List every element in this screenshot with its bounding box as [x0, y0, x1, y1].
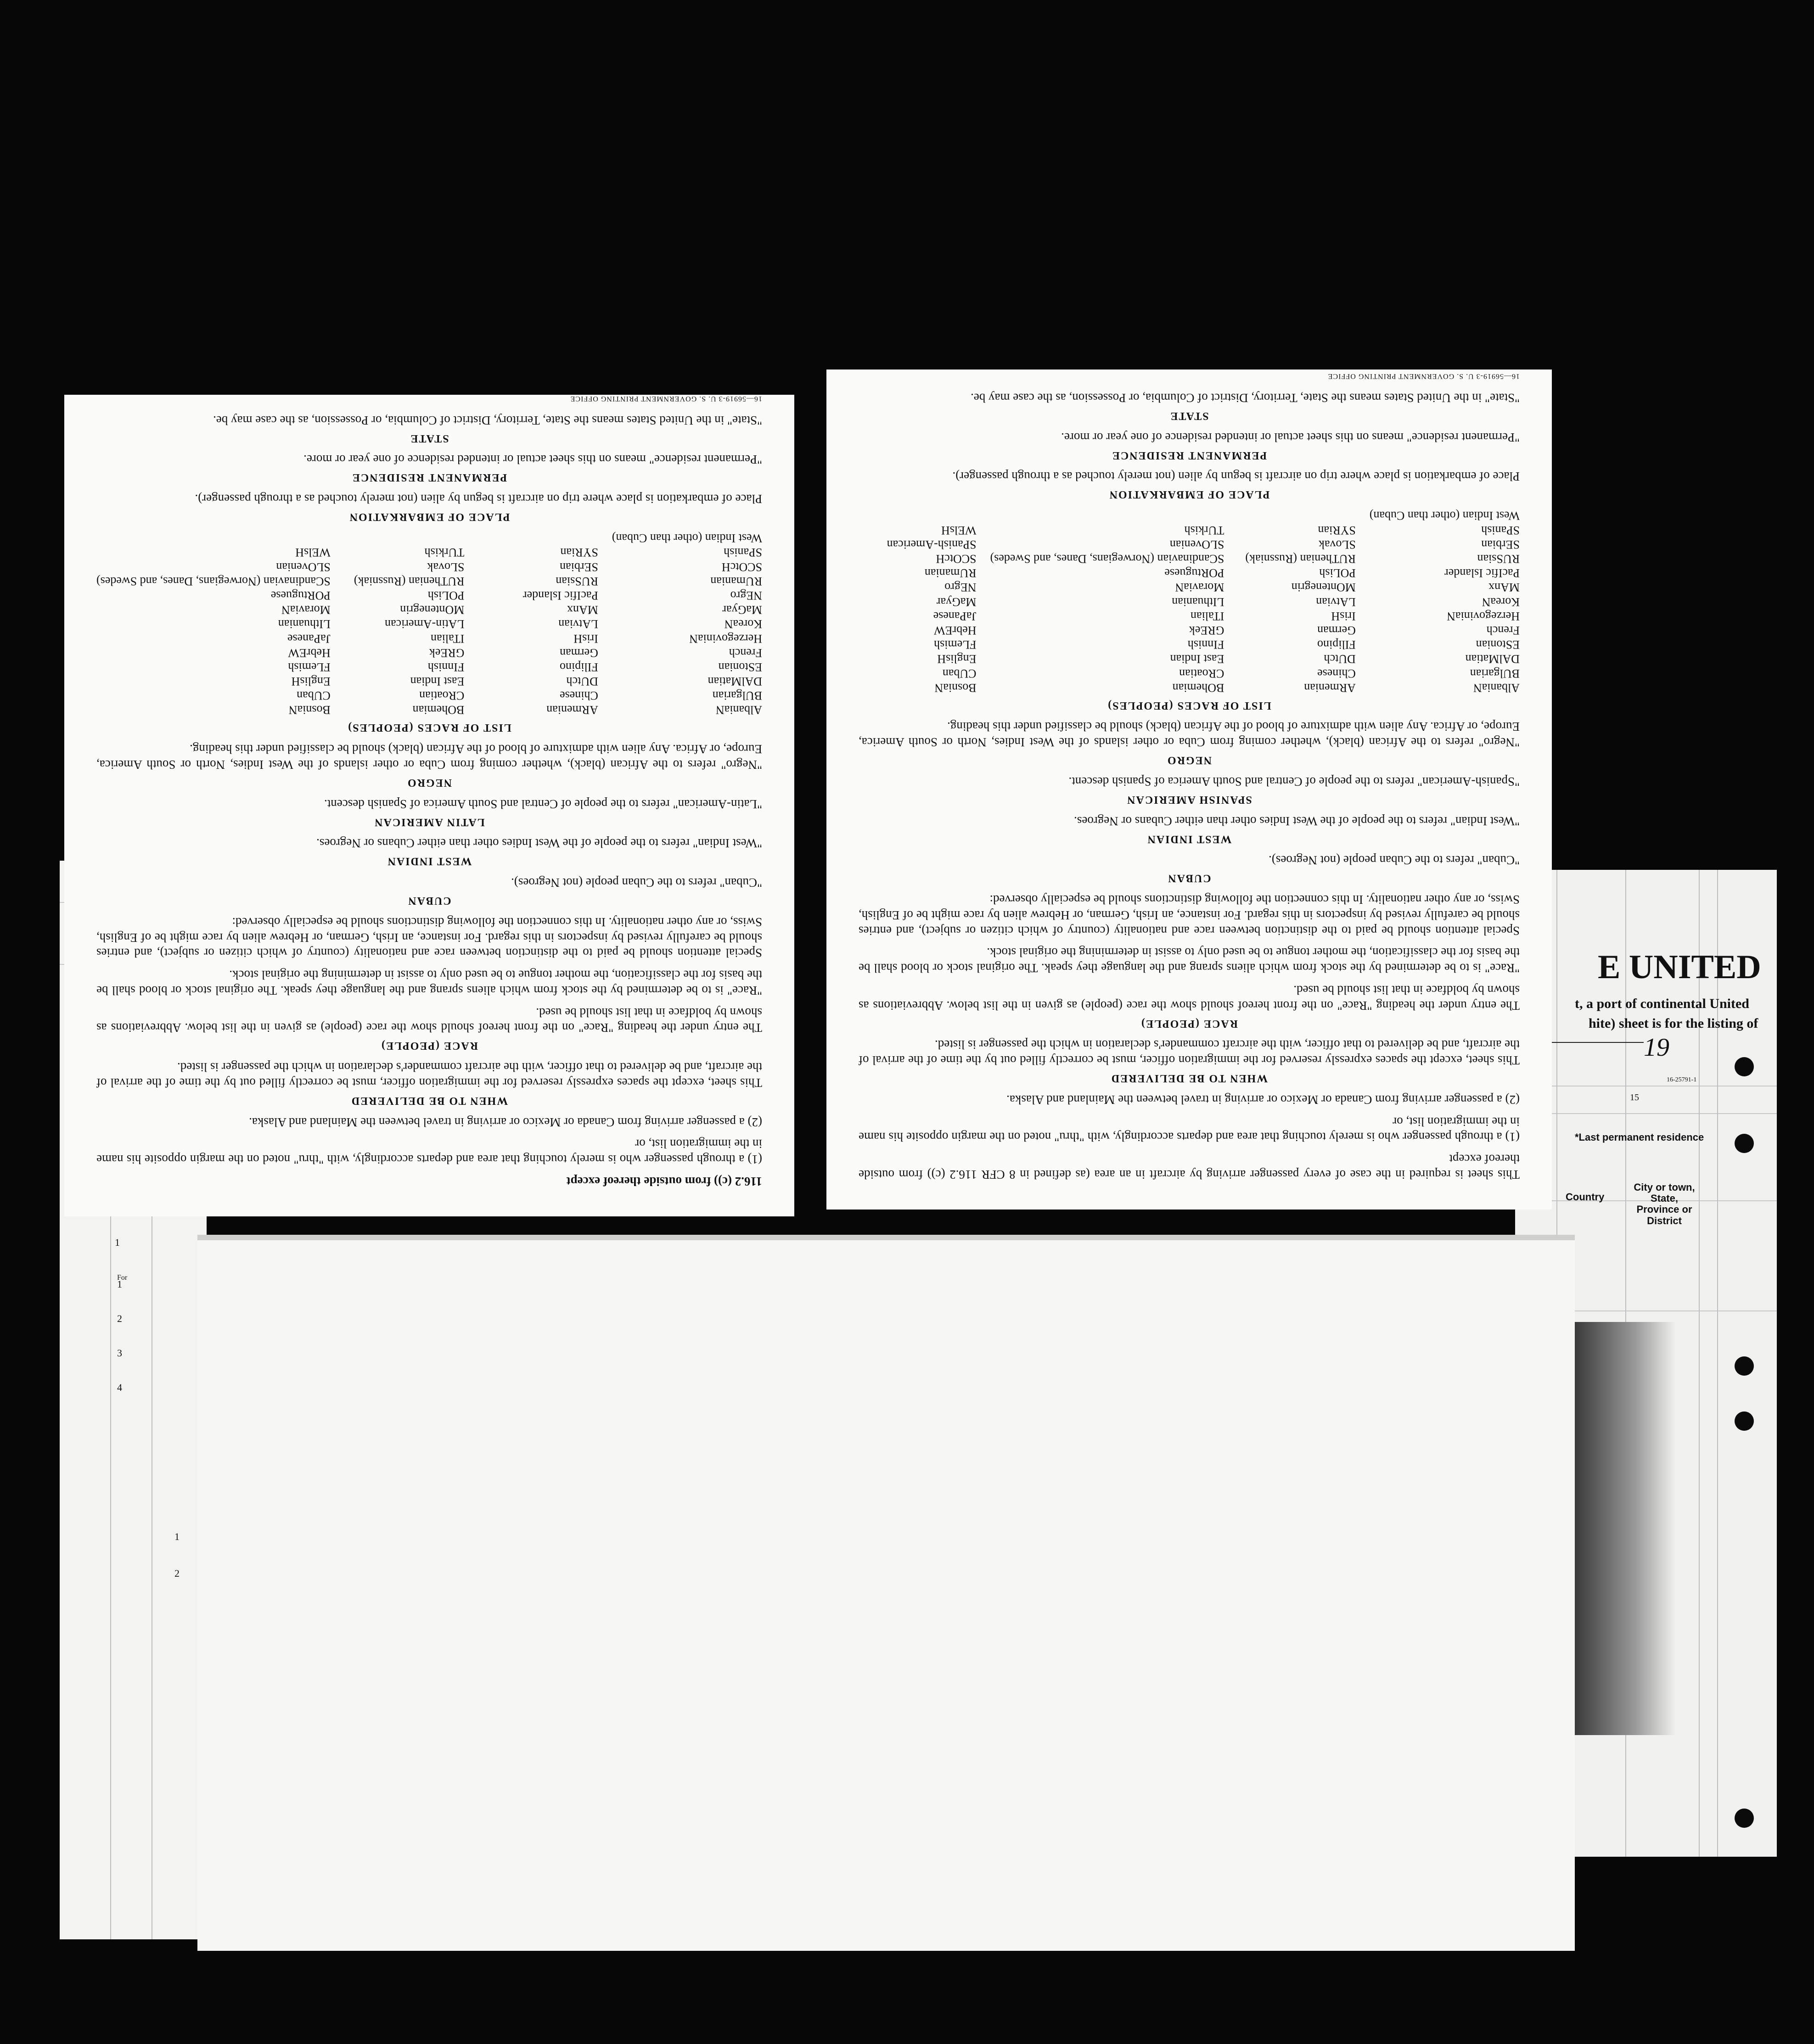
- heading-race-list: LIST OF RACES (PEOPLES): [347, 722, 511, 734]
- race-item: Chinese: [560, 689, 598, 703]
- race-item: DAlMatian: [708, 675, 762, 689]
- binder-hole: [1735, 1411, 1754, 1431]
- intro-text: This sheet is required in the case of every passenger arriving by aircraft in an area (as defined in 8 CFR 116.2 (c)) from outside thereof except: [859, 1152, 1520, 1182]
- race-item: ITalian: [1191, 609, 1224, 623]
- heading-state: STATE: [410, 432, 449, 444]
- para-race-3: Special attention should be paid to the distinction between race and nationality (country of which citizen or subject), and entries should be carefully revised by inspectors in this regard. For instance, an Irish, German, or Hebrew alien by race might be of English, Swiss, or any other nationality. In this connection the following distinctions should be especially observed:: [96, 915, 762, 960]
- race-item: Chinese: [1317, 666, 1356, 680]
- race-list: [859, 509, 1520, 694]
- race-item: LAtin-American: [385, 617, 465, 631]
- heading-negro: NEGRO: [1167, 754, 1212, 767]
- row-number: 1: [115, 1237, 120, 1248]
- manifest-subtitle-2: hite) sheet is for the listing of: [1589, 1016, 1758, 1031]
- race-item: EnglisH: [937, 652, 977, 666]
- race-item: JaPanese: [933, 609, 977, 623]
- race-item: SPanish: [724, 546, 762, 560]
- race-item: AlbaniaN: [715, 703, 762, 717]
- race-item: BUlgarian: [712, 689, 762, 703]
- race-item: DAlMatian: [1465, 652, 1520, 666]
- para-latin: "Latin-American" refers to the people of Central and South America of Spanish descent.: [324, 797, 762, 811]
- race-item: SYRian: [560, 546, 598, 560]
- row-number: 1: [174, 1531, 180, 1542]
- exception-2: (2) a passenger arriving from Canada or Mexico or arriving in travel between the Mainland and Alaska.: [249, 1115, 762, 1129]
- race-item: TUrkish: [1184, 523, 1224, 537]
- binder-hole: [1735, 1057, 1754, 1076]
- race-item: TUrkish: [424, 546, 465, 560]
- para-race-2: "Race" is to be determined by the stock from which aliens sprang and the language they speak. The original stock or blood shall be the basis for the classification, the mother tongue to be used only to assist in determining the original stock.: [96, 968, 762, 997]
- race-item: BOhemian: [1172, 681, 1224, 694]
- race-item: JaPanese: [287, 632, 331, 645]
- row-number: 2: [174, 1568, 180, 1579]
- race-item: RUThenian (Russniak): [1245, 552, 1356, 566]
- race-item: FLemish: [288, 660, 331, 674]
- row-number: 3: [117, 1347, 122, 1359]
- race-item: FIlipino: [1317, 638, 1356, 652]
- race-item: ITalian: [431, 632, 465, 645]
- race-item: SCOtcH: [721, 560, 762, 574]
- race-item: MaGyar: [936, 595, 977, 609]
- race-item: NEgro: [944, 581, 977, 594]
- race-item: FIlipino: [560, 660, 598, 674]
- heading-negro: NEGRO: [407, 777, 452, 789]
- para-west-indian: "West Indian" refers to the people of the West Indies other than either Cubans or Negroes.: [316, 836, 762, 851]
- race-item: RUThenian (Russniak): [354, 574, 465, 588]
- intro-line: 116.2 (c)) from outside thereof except: [566, 1175, 762, 1188]
- race-item: SYRian: [1318, 523, 1356, 537]
- heading-embarkation: PLACE OF EMBARKATION: [1108, 488, 1270, 501]
- race-item: BosniaN: [288, 703, 331, 717]
- race-item: LIthuanian: [1172, 595, 1224, 609]
- race-item: HebrEW: [288, 646, 331, 660]
- race-item: East Indian: [410, 675, 465, 689]
- race-item: SCOtcH: [936, 552, 977, 566]
- para-delivered: This sheet, except the spaces expressly reserved for the immigration officer, must be correctly filled out by the time of the arrival of the aircraft, and be delivered to that officer, with the aircraft commander's declaration in which the passenger is listed.: [96, 1060, 762, 1090]
- race-item: WElsH: [295, 546, 331, 560]
- race-item: MOntenegrin: [400, 603, 465, 617]
- race-item: West Indian (other than Cuban): [612, 532, 762, 545]
- race-item: IrisH: [573, 632, 598, 645]
- race-item: EStonian: [718, 660, 762, 674]
- race-item: DUtch: [1324, 652, 1356, 666]
- fold-edge: [197, 1235, 1575, 1240]
- printer-code: 16—56919-3 U. S. GOVERNMENT PRINTING OFFICE: [1327, 372, 1520, 381]
- binder-hole: [1735, 1134, 1754, 1153]
- race-item: PacIfic Islander: [1444, 566, 1520, 580]
- race-item: ARmenian: [1304, 681, 1356, 694]
- race-item: EnglisH: [291, 675, 331, 689]
- race-item: NEgro: [730, 589, 762, 602]
- para-state: "State" in the United States means the State, Territory, District of Columbia, or Possession, as the case may be.: [971, 391, 1520, 405]
- race-item: RUSsian: [556, 574, 598, 588]
- heading-residence: PERMANENT RESIDENCE: [1111, 449, 1267, 461]
- race-item: SErbian: [1481, 538, 1520, 551]
- heading-residence: PERMANENT RESIDENCE: [351, 471, 507, 484]
- race-item: POLish: [1319, 566, 1356, 580]
- race-item: HerzegoviniaN: [1447, 609, 1520, 623]
- exception-1: (1) a through passenger who is merely touching that area and departs accordingly, with "thru" noted on the margin opposite his name in the immigration list, or: [859, 1114, 1520, 1144]
- shadow-smudge: [1575, 1322, 1676, 1735]
- race-item: GREek: [1189, 624, 1224, 637]
- row-number: 1: [117, 1278, 122, 1290]
- heading-race-list: LIST OF RACES (PEOPLES): [1107, 699, 1271, 711]
- row-number: 2: [117, 1313, 122, 1324]
- race-item: East Indian: [1170, 652, 1224, 666]
- para-delivered: This sheet, except the spaces expressly reserved for the immigration officer, must be correctly filled out by the time of the arrival of the aircraft, and be delivered to that officer, with the aircraft commander's declaration in which the passenger is listed.: [859, 1038, 1520, 1068]
- race-item: KoreaN: [1482, 595, 1520, 609]
- race-item: HebrEW: [934, 624, 977, 637]
- country-header: Country: [1566, 1191, 1605, 1203]
- para-race: The entry under the heading "Race" on the front hereof should show the race (people) as given in the list below. Abbreviations as shown by boldface in that list should be used.: [96, 1005, 762, 1035]
- race-item: PORtuguese: [1164, 566, 1224, 580]
- para-embarkation: Place of embarkation is place where trip on aircraft is begun by alien (not merely touched as a through passenger).: [195, 492, 762, 506]
- last-residence-header: *Last permanent residence: [1575, 1131, 1704, 1143]
- race-item: SErbian: [560, 560, 598, 574]
- instruction-sheet-right: [826, 370, 1552, 1210]
- race-item: German: [560, 646, 598, 660]
- year-label: 19: [1644, 1033, 1669, 1062]
- para-race-3: Special attention should be paid to the distinction between race and nationality (country of which citizen or subject), and entries should be carefully revised by inspectors in this regard. For instance, an Irish, German, or Hebrew alien by race might be of English, Swiss, or any other nationality. In this connection the following distinctions should be especially observed:: [859, 893, 1520, 938]
- race-item: IrisH: [1331, 609, 1356, 623]
- race-item: FInnish: [1187, 638, 1224, 652]
- race-item: MoraviaN: [281, 603, 331, 617]
- race-item: BUlgarian: [1470, 666, 1520, 680]
- para-embarkation: Place of embarkation is place where trip on aircraft is begun by alien (not merely touched as a through passenger).: [952, 470, 1520, 484]
- heading-race: RACE (PEOPLE): [1140, 1017, 1238, 1030]
- race-item: CRoatian: [1179, 666, 1224, 680]
- heading-delivered: WHEN TO BE DELIVERED: [1110, 1072, 1268, 1085]
- para-spanish-american: "Spanish-American" refers to the people of Central and South America of Spanish descent.: [1068, 775, 1520, 789]
- race-item: POLish: [427, 589, 465, 602]
- form-code: 16-25791-1: [1667, 1076, 1697, 1083]
- race-item: MAnx: [567, 603, 598, 617]
- heading-delivered: WHEN TO BE DELIVERED: [350, 1095, 508, 1107]
- race-item: MaGyar: [722, 603, 762, 617]
- para-state: "State" in the United States means the State, Territory, District of Columbia, or Possession, as the case may be.: [213, 413, 762, 427]
- race-item: DUtch: [566, 675, 598, 689]
- race-item: PORtuguese: [270, 589, 331, 602]
- race-item: MAnx: [1488, 581, 1520, 594]
- row-number: 4: [117, 1382, 122, 1393]
- printer-code: 16—56919-3 U. S. GOVERNMENT PRINTING OFFICE: [570, 394, 762, 403]
- race-item: SCandinavian (Norwegians, Danes, and Swedes): [96, 574, 331, 588]
- race-item: RUSsian: [1477, 552, 1520, 566]
- race-item: RUmanian: [710, 574, 762, 588]
- para-cuban: "Cuban" refers to the Cuban people (not Negroes).: [1269, 853, 1520, 868]
- heading-embarkation: PLACE OF EMBARKATION: [348, 511, 510, 523]
- race-item: MOntenegrin: [1291, 581, 1356, 594]
- race-item: SLovak: [427, 560, 465, 574]
- race-item: FInnish: [427, 660, 465, 674]
- race-item: French: [1486, 624, 1520, 637]
- exception-1: (1) a through passenger who is merely touching that area and departs accordingly, with "thru" noted on the margin opposite his name in the immigration list, or: [96, 1137, 762, 1167]
- race-item: FLemish: [934, 638, 977, 652]
- binder-hole: [1735, 1356, 1754, 1376]
- race-item: CUban: [297, 689, 331, 703]
- para-race: The entry under the heading "Race" on the front hereof should show the race (people) as given in the list below. Abbreviations as shown by boldface in that list should be used.: [859, 983, 1520, 1013]
- race-item: BOhemian: [412, 703, 465, 717]
- race-item: BosniaN: [934, 681, 977, 694]
- cover-sheet: [197, 1235, 1575, 1951]
- heading-cuban: CUBAN: [407, 895, 451, 907]
- race-item: AlbaniaN: [1473, 681, 1520, 694]
- para-west-indian: "West Indian" refers to the people of the West Indies other than either Cubans or Negroes.: [1074, 814, 1520, 828]
- para-negro: "Negro" refers to the African (black), whether coming from Cuba or other islands of the West Indies, North or South America, Europe, or Africa. Any alien with admixture of blood of the African (black) should be classified under this heading.: [859, 720, 1520, 750]
- manifest-subtitle: t, a port of continental United: [1575, 996, 1749, 1011]
- instruction-sheet-left: [64, 395, 794, 1216]
- para-race-2: "Race" is to be determined by the stock from which aliens sprang and the language they speak. The original stock or blood shall be the basis for the classification, the mother tongue to be used only to assist in determining the original stock.: [859, 946, 1520, 975]
- heading-state: STATE: [1169, 409, 1209, 422]
- intro-text: [96, 1173, 762, 1189]
- race-item: KoreaN: [724, 617, 762, 631]
- race-item: LAtvian: [558, 617, 598, 631]
- race-item: West Indian (other than Cuban): [1369, 509, 1520, 523]
- race-item: LIthuanian: [278, 617, 331, 631]
- para-cuban: "Cuban" refers to the Cuban people (not Negroes).: [511, 876, 762, 890]
- heading-latin: LATIN AMERICAN: [374, 816, 485, 828]
- race-item: German: [1317, 624, 1356, 637]
- para-residence: "Permanent residence" means on this sheet actual or intended residence of one year or more.: [303, 453, 762, 467]
- heading-spanish-american: SPANISH AMERICAN: [1126, 794, 1252, 806]
- race-item: CRoatian: [419, 689, 465, 703]
- form-fragment: For: [117, 1274, 128, 1282]
- race-item: HerzegoviniaN: [689, 632, 762, 645]
- race-item: PacIfic Islander: [522, 589, 598, 602]
- race-item: SCandinavian (Norwegians, Danes, and Swedes): [990, 552, 1224, 566]
- manifest-title: E UNITED: [1598, 948, 1761, 986]
- heading-cuban: CUBAN: [1167, 872, 1211, 885]
- heading-race: RACE (PEOPLE): [381, 1040, 478, 1052]
- para-residence: "Permanent residence" means on this sheet actual or intended residence of one year or more.: [1061, 430, 1520, 444]
- binder-hole: [1735, 1809, 1754, 1828]
- race-item: ARmenian: [546, 703, 598, 717]
- race-item: EStonian: [1476, 638, 1520, 652]
- race-item: RUmanian: [924, 566, 977, 580]
- race-item: CUban: [942, 666, 977, 680]
- race-item: SPanish: [1481, 523, 1520, 537]
- race-item: WElsH: [941, 523, 977, 537]
- race-item: SLOvenian: [1169, 538, 1224, 551]
- column-number: 15: [1630, 1092, 1639, 1103]
- exception-2: (2) a passenger arriving from Canada or Mexico or arriving in travel between the Mainland and Alaska.: [1006, 1093, 1520, 1107]
- race-list: [96, 531, 762, 717]
- heading-west-indian: WEST INDIAN: [1146, 833, 1232, 845]
- para-negro: "Negro" refers to the African (black), whether coming from Cuba or other islands of the West Indies, North or South America, Europe, or Africa. Any alien with admixture of blood of the African (black) should be classified under this heading.: [96, 742, 762, 772]
- race-item: SLOvenian: [276, 560, 331, 574]
- race-item: GREek: [429, 646, 465, 660]
- race-item: LAtvian: [1316, 595, 1356, 609]
- race-item: SPanish-American: [887, 538, 977, 551]
- race-item: French: [729, 646, 762, 660]
- race-item: MoraviaN: [1175, 581, 1224, 594]
- heading-west-indian: WEST INDIAN: [387, 855, 472, 868]
- race-item: SLovak: [1318, 538, 1356, 551]
- city-header: City or town, State, Province or District: [1634, 1182, 1695, 1226]
